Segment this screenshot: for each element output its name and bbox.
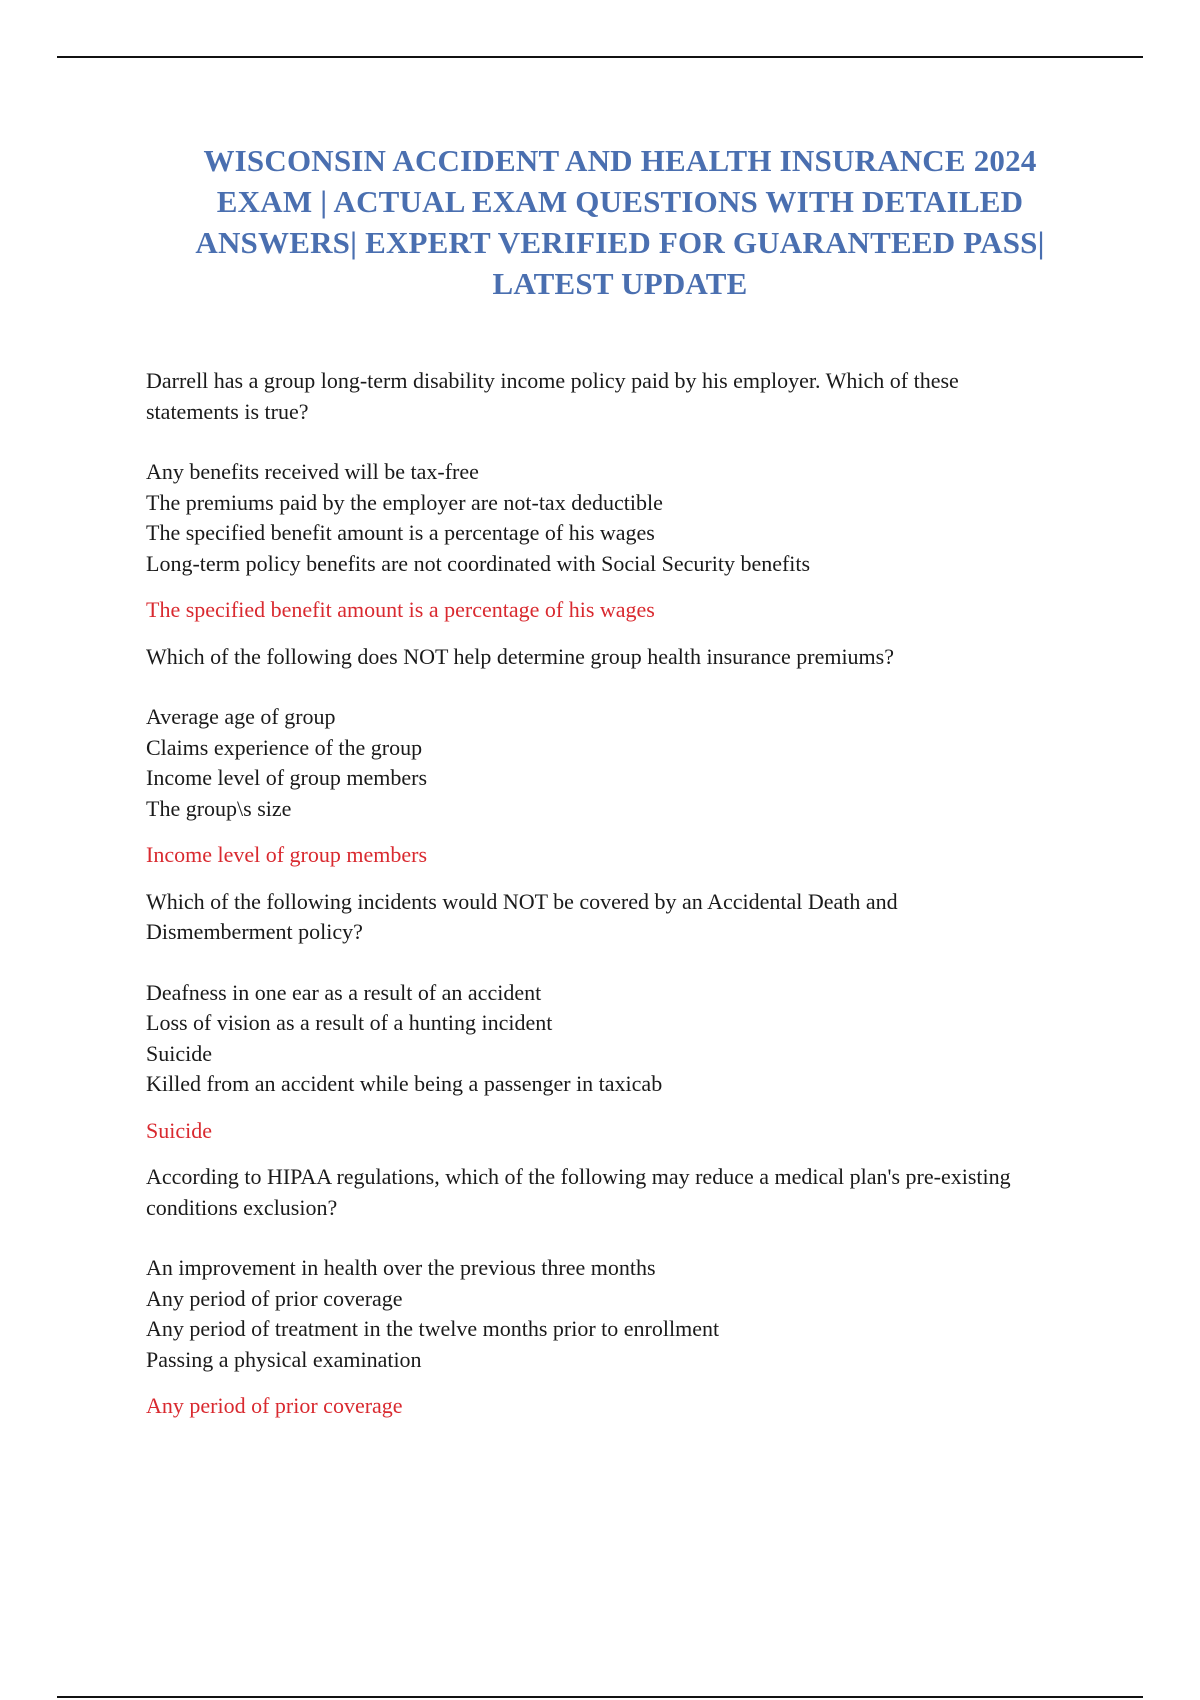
question-block-2 (146, 642, 1046, 871)
option-list (146, 978, 1046, 1100)
option-item: Suicide (146, 1040, 212, 1066)
option-item: The specified benefit amount is a percentage of his wages (146, 520, 655, 545)
bottom-rule (57, 1696, 1143, 1698)
question-block-4 (146, 1162, 1046, 1422)
answer-text: Suicide (146, 1117, 212, 1143)
option-item: Loss of vision as a result of a hunting incident (146, 1010, 553, 1035)
option-list (146, 702, 1046, 824)
option-list (146, 457, 1046, 579)
question-list (146, 366, 1046, 1438)
option-item: Income level of group members (146, 765, 428, 790)
option-item: The premiums paid by the employer are not-tax deductible (146, 489, 663, 515)
question-block-3 (146, 887, 1046, 1147)
question-text: According to HIPAA regulations, which of the following may reduce a medical plan's pre-existing conditions exclusion? (146, 1164, 1011, 1220)
option-item: Passing a physical examination (146, 1346, 422, 1372)
answer-text: Income level of group members (146, 842, 428, 867)
option-item: Long-term policy benefits are not coordinated with Social Security benefits (146, 550, 811, 576)
question-block-1 (146, 366, 1046, 626)
option-item: Any period of treatment in the twelve months prior to enrollment (146, 1316, 720, 1341)
option-item: Claims experience of the group (146, 734, 423, 760)
option-item: Any period of prior coverage (146, 1285, 403, 1311)
question-text: Darrell has a group long-term disability income policy paid by his employer. Which of these statements is true? (146, 368, 959, 424)
question-text: Which of the following incidents would NOT be covered by an Accidental Death and Dismemberment policy? (146, 888, 898, 944)
document-title: WISCONSIN ACCIDENT AND HEALTH INSURANCE 2024 EXAM | ACTUAL EXAM QUESTIONS WITH DETAILED ANSWERS| EXPERT VERIFIED FOR GUARANTEED PASS| LATEST UPDATE (195, 143, 1045, 301)
option-item: Average age of group (146, 704, 336, 729)
answer-text: Any period of prior coverage (146, 1393, 403, 1418)
option-item: Any benefits received will be tax-free (146, 459, 479, 484)
option-item: The group\s size (146, 795, 292, 821)
option-item: Killed from an accident while being a passenger in taxicab (146, 1071, 663, 1096)
answer-text: The specified benefit amount is a percentage of his wages (146, 597, 655, 622)
question-text: Which of the following does NOT help determine group health insurance premiums? (146, 643, 894, 669)
option-list (146, 1253, 1046, 1375)
top-rule (57, 56, 1143, 58)
option-item: An improvement in health over the previous three months (146, 1255, 656, 1280)
option-item: Deafness in one ear as a result of an accident (146, 979, 542, 1005)
